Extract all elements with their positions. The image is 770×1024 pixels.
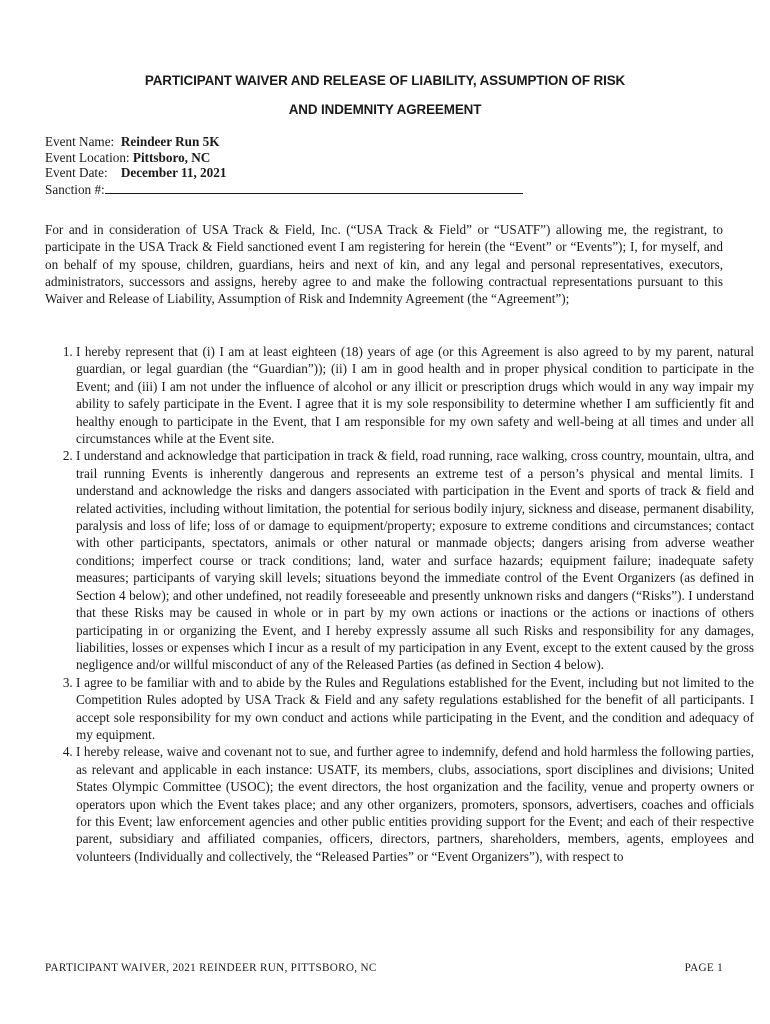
title-line-2: AND INDEMNITY AGREEMENT [288, 102, 482, 117]
term-item: 2. I understand and acknowledge that participation in track & field, road running, race walking, cross country, mountain, ultra, and trail running Events is inherently dangerous and represents an extreme test of a person’s physical and mental limits. I understand and acknowledge the risks and dangers associated with participation in the Event and sports of track & field and related activities, including without limitation, the potential for serious bodily injury, sickness and disease, permanent disability, paralysis and loss of life; loss of or damage to equipment/property; exposure to extreme conditions and circumstances; contact with other participants, spectators, animals or other natural or manmade objects; dangers arising from adverse weather conditions; imperfect course or track conditions; land, water and surface hazards; equipment failure; inadequate safety measures; participants of varying skill levels; situations beyond the immediate control of the Event Organizers (as defined in Section 4 below); and other undefined, not readily foreseeable and presently unknown risks and dangers (“Risks”). I understand that these Risks may be caused in whole or in part by my own actions or inactions or the actions or inactions of others participating in or organizing the Event, and I hereby expressly assume all such Risks and responsibility for any damages, liabilities, losses or expenses which I incur as a result of my participation in any Event, except to the extent caused by the gross negligence and/or willful misconduct of any of the Released Parties (as defined in Section 4 below). [76, 447, 754, 673]
term-item: 1. I hereby represent that (i) I am at least eighteen (18) years of age (or this Agreement is also agreed to by my parent, natural guardian, or legal guardian (the “Guardian”)); (ii) I am in good health and in proper physical condition to participate in the Event; and (iii) I am not under the influence of alcohol or any illicit or prescription drugs which would in any way impair my ability to safely participate in the Event. I agree that it is my sole responsibility to determine whether I am sufficiently fit and healthy enough to participate in the Event, that I am responsible for my own safety and well-being at all times and under all circumstances while at the Event site. [76, 343, 754, 447]
term-item: 3. I agree to be familiar with and to abide by the Rules and Regulations established for the Event, including but not limited to the Competition Rules adopted by USA Track & Field and any safety regulations established for the benefit of all participants. I accept sole responsibility for my own conduct and actions while participating in the Event, and the condition and adequacy of my equipment. [76, 674, 754, 744]
event-name-value: Reindeer Run 5K [120, 134, 220, 149]
event-location-label: Event Location: [45, 149, 130, 165]
event-date-value: December 11, 2021 [120, 165, 227, 180]
event-date-row [45, 165, 523, 181]
sanction-blank-line [105, 181, 523, 194]
footer-page-number: PAGE 1 [684, 962, 723, 974]
title-line-1: PARTICIPANT WAIVER AND RELEASE OF LIABILITY, ASSUMPTION OF RISK [144, 73, 626, 88]
event-name-row [45, 134, 523, 150]
event-location-row [45, 150, 523, 166]
footer-document-label: PARTICIPANT WAIVER, 2021 REINDEER RUN, PITTSBORO, NC [45, 962, 377, 974]
event-info [45, 134, 523, 197]
event-name-label: Event Name: [45, 134, 115, 149]
terms-list [45, 343, 754, 865]
term-item: 4. I hereby release, waive and covenant not to sue, and further agree to indemnify, defend and hold harmless the following parties, as relevant and applicable in each instance: USATF, its members, clubs, associations, sport disciplines and divisions; United States Olympic Committee (USOC); the event directors, the host organization and the facility, venue and property owners or operators upon which the Event takes place; and any other organizers, promoters, sponsors, advertisers, coaches and officials for this Event; law enforcement agencies and other public entities providing support for the Event; and each of their respective parent, subsidiary and affiliated companies, officers, directors, partners, shareholders, members, agents, employees and volunteers (Individually and collectively, the “Released Parties” or “Event Organizers”), with respect to [76, 743, 754, 865]
event-date-label: Event Date: [45, 165, 108, 180]
event-location-value: Pittsboro, NC [132, 149, 211, 165]
sanction-label: Sanction #: [45, 181, 105, 197]
sanction-row [45, 181, 523, 198]
document-title [40, 66, 730, 124]
intro-paragraph: For and in consideration of USA Track & Field, Inc. (“USA Track & Field” or “USATF”) allowing me, the registrant, to participate in the USA Track & Field sanctioned event I am registering for herein (the “Event” or “Events”); I, for myself, and on behalf of my spouse, children, guardians, heirs and next of kin, and any legal and personal representatives, executors, administrators, successors and assigns, hereby agree to and make the following contractual representations pursuant to this Waiver and Release of Liability, Assumption of Risk and Indemnity Agreement (the “Agreement”); [45, 222, 723, 307]
